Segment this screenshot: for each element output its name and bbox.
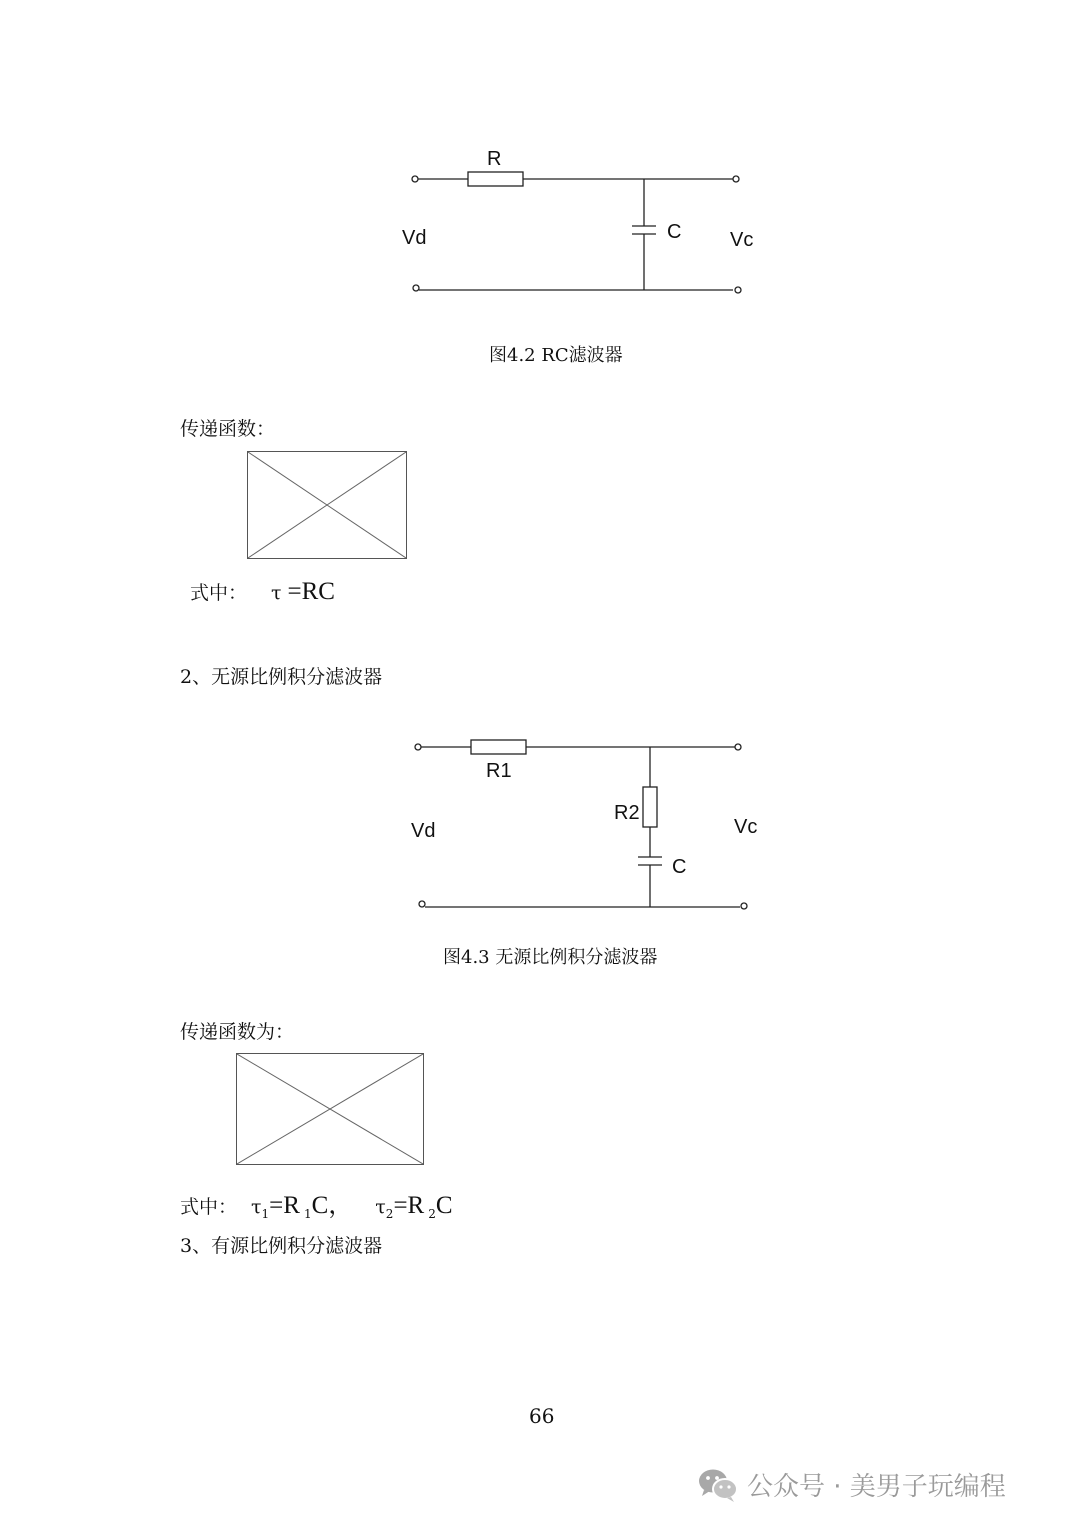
formula-prefix: 式中：: [180, 1196, 238, 1218]
output-terminal-bottom: [735, 287, 741, 293]
label-c: C: [672, 856, 687, 878]
formula-prefix: 式中：: [190, 582, 248, 604]
watermark-text: 公众号 · 美男子玩编程: [747, 1472, 1006, 1502]
input-terminal-bottom: [413, 285, 419, 291]
tau-1-equals: =R: [269, 1192, 300, 1219]
label-vd: Vd: [402, 227, 427, 249]
passive-pi-filter-circuit: [380, 720, 780, 920]
missing-image-placeholder-2: [236, 1053, 424, 1165]
input-terminal-top: [415, 744, 421, 750]
tau-symbol: τ: [271, 582, 282, 604]
watermark: [697, 1466, 1006, 1503]
tau-2-capacitance: C: [435, 1192, 453, 1219]
tau-1-subscript: 1: [261, 1207, 270, 1221]
tau-2-equals: =R: [393, 1192, 425, 1219]
rc-filter-circuit: [380, 130, 780, 310]
r1-subscript: 1: [303, 1207, 312, 1221]
output-terminal-top: [735, 744, 741, 750]
transfer-function-label: 传递函数：: [180, 418, 276, 440]
formula-value: =RC: [287, 578, 335, 605]
section-2-heading: 2、无源比例积分滤波器: [180, 666, 383, 688]
wechat-icon: [697, 1467, 739, 1503]
page-number: 66: [529, 1404, 555, 1428]
input-terminal-bottom: [419, 901, 425, 907]
output-terminal-top: [733, 176, 739, 182]
tau-2-subscript: 2: [385, 1207, 394, 1221]
capacitor-c: [638, 857, 662, 865]
label-r1: R1: [486, 760, 512, 782]
formula-line-1: [190, 578, 335, 606]
label-vc: Vc: [730, 229, 754, 251]
resistor-r2: [643, 787, 657, 827]
tau-1-symbol: τ: [251, 1196, 262, 1218]
r2-subscript: 2: [428, 1207, 436, 1221]
label-vd: Vd: [411, 820, 436, 842]
transfer-function-label-2: 传递函数为：: [180, 1021, 295, 1043]
section-3-heading: 3、有源比例积分滤波器: [180, 1235, 383, 1257]
resistor-r1: [471, 740, 526, 754]
formula-line-2: [180, 1185, 453, 1221]
output-terminal-bottom: [741, 903, 747, 909]
missing-image-placeholder-1: [247, 451, 407, 559]
figure-caption-1: 图4.2 RC滤波器: [489, 345, 623, 366]
input-terminal-top: [412, 176, 418, 182]
label-r: R: [487, 148, 502, 170]
label-c: C: [667, 221, 682, 243]
tau-2-symbol: τ: [375, 1196, 386, 1218]
figure-caption-2: 图4.3 无源比例积分滤波器: [443, 947, 658, 968]
tau-1-capacitance: C，: [311, 1192, 354, 1219]
resistor-r: [468, 172, 523, 186]
capacitor-c: [632, 226, 656, 234]
label-vc: Vc: [734, 816, 758, 838]
label-r2: R2: [614, 802, 640, 824]
